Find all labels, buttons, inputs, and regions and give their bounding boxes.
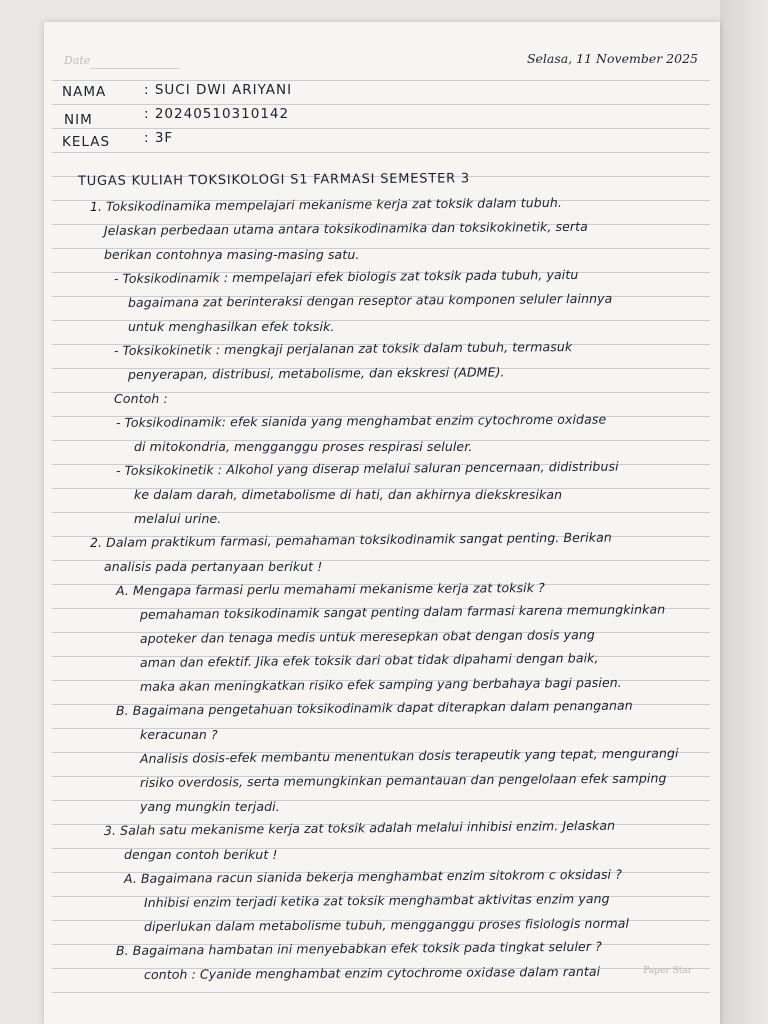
q3-line-6: B. Bagaimana hambatan ini menyebabkan efek toksik pada tingkat seluler ? bbox=[115, 938, 602, 958]
q2-line-10: Analisis dosis-efek membantu menentukan dosis terapeutik yang tepat, mengurangi bbox=[139, 745, 679, 766]
q2-line-2: analisis pada pertanyaan berikut ! bbox=[104, 559, 323, 574]
q2-line-4: pemahaman toksikodinamik sangat penting dalam farmasi karena memungkinkan bbox=[139, 601, 666, 622]
ruled-line bbox=[52, 152, 710, 153]
page-edge-shadow bbox=[720, 0, 768, 1024]
q1-line-6: untuk menghasilkan efek toksik. bbox=[128, 319, 335, 334]
q1-line-1: 1. Toksikodinamika mempelajari mekanisme kerja zat toksik dalam tubuh. bbox=[89, 194, 562, 214]
q3-line-1: 3. Salah satu mekanisme kerja zat toksik adalah melalui inhibisi enzim. Jelaskan bbox=[103, 817, 616, 838]
q3-line-5: diperlukan dalam metabolisme tubuh, mengganggu proses fisiologis normal bbox=[143, 915, 630, 934]
q2-line-3: A. Mengapa farmasi perlu memahami mekanisme kerja zat toksik ? bbox=[115, 580, 545, 598]
q3-line-4: Inhibisi enzim terjadi ketika zat toksik menghambat aktivitas enzim yang bbox=[143, 890, 610, 910]
nama-value: : SUCI DWI ARIYANI bbox=[144, 82, 293, 98]
q1-line-8: penyerapan, distribusi, metabolisme, dan ekskresi (ADME). bbox=[127, 364, 505, 382]
q2-line-7: maka akan meningkatkan risiko efek samping yang berbahaya bagi pasien. bbox=[139, 674, 622, 694]
q2-line-6: aman dan efektif. Jika efek toksik dari obat tidak dipahami dengan baik, bbox=[139, 650, 599, 670]
q3-line-7: contoh : Cyanide menghambat enzim cytochrome oxidase dalam rantai bbox=[143, 963, 601, 982]
q2-line-5: apoteker dan tenaga medis untuk meresepkan obat dengan dosis yang bbox=[139, 627, 595, 646]
ruled-line bbox=[52, 80, 710, 81]
q1-line-13: ke dalam darah, dimetabolisme di hati, dan akhirnya diekskresikan bbox=[134, 487, 563, 502]
date-underline bbox=[90, 68, 180, 69]
q2-line-9: keracunan ? bbox=[140, 727, 218, 742]
kelas-label: KELAS bbox=[62, 134, 111, 150]
q3-line-3: A. Bagaimana racun sianida bekerja menghambat enzim sitokrom c oksidasi ? bbox=[123, 866, 622, 886]
q2-line-8: B. Bagaimana pengetahuan toksikodinamik dapat diterapkan dalam penanganan bbox=[115, 697, 633, 718]
q2-line-11: risiko overdosis, serta memungkinkan pemantauan dan pengelolaan efek samping bbox=[139, 770, 667, 790]
nim-label: NIM bbox=[64, 112, 93, 128]
q1-line-2: Jelaskan perbedaan utama antara toksikodinamika dan toksikokinetik, serta bbox=[103, 218, 588, 238]
q1-line-4: - Toksikodinamik : mempelajari efek biologis zat toksik pada tubuh, yaitu bbox=[113, 266, 579, 286]
ruled-line bbox=[52, 104, 710, 105]
kelas-value: : 3F bbox=[144, 130, 174, 146]
q1-line-14: melalui urine. bbox=[134, 511, 222, 526]
q1-line-7: - Toksikokinetik : mengkaji perjalanan zat toksik dalam tubuh, termasuk bbox=[113, 339, 573, 358]
q1-line-3: berikan contohnya masing-masing satu. bbox=[104, 247, 360, 262]
q1-line-10: - Toksikodinamik: efek sianida yang menghambat enzim cytochrome oxidase bbox=[115, 411, 607, 430]
assignment-title: TUGAS KULIAH TOKSIKOLOGI S1 FARMASI SEMESTER 3 bbox=[77, 171, 470, 189]
q1-line-12: - Toksikokinetik : Alkohol yang diserap melalui saluran pencernaan, didistribusi bbox=[115, 458, 619, 478]
paper-brand-mark: Paper Star bbox=[643, 966, 692, 976]
ruled-line bbox=[52, 992, 710, 993]
q2-line-12: yang mungkin terjadi. bbox=[140, 799, 280, 814]
nama-label: NAMA bbox=[62, 84, 107, 100]
q1-line-9: Contoh : bbox=[114, 391, 168, 406]
q3-line-2: dengan contoh berikut ! bbox=[124, 847, 278, 862]
notebook-page bbox=[44, 22, 720, 1024]
q1-line-11: di mitokondria, mengganggu proses respirasi seluler. bbox=[134, 439, 473, 454]
date-label: Date bbox=[64, 54, 91, 67]
date-value: Selasa, 11 November 2025 bbox=[526, 51, 698, 66]
q2-line-1: 2. Dalam praktikum farmasi, pemahaman toksikodinamik sangat penting. Berikan bbox=[89, 529, 612, 550]
ruled-line bbox=[52, 128, 710, 129]
q1-line-5: bagaimana zat berinteraksi dengan reseptor atau komponen seluler lainnya bbox=[127, 290, 613, 310]
nim-value: : 20240510310142 bbox=[144, 106, 290, 122]
